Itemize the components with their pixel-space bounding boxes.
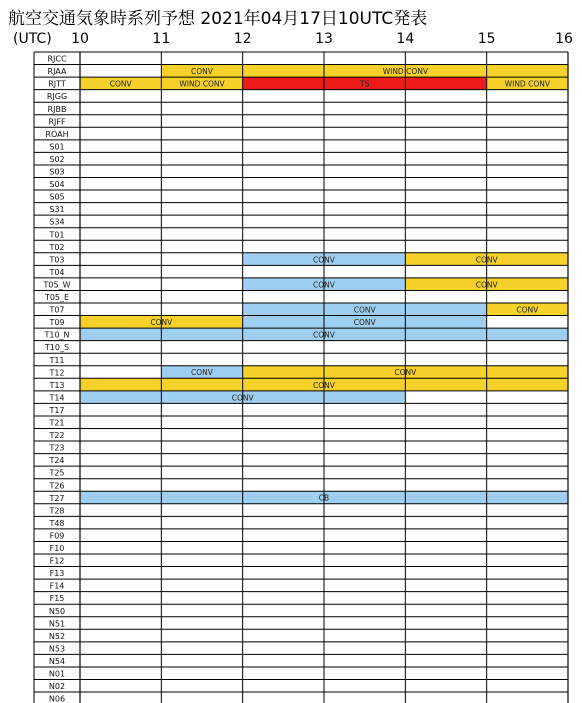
- hour-tick-label: 11: [152, 31, 171, 47]
- hour-tick-label: 15: [477, 31, 496, 47]
- row-label: T24: [49, 456, 65, 466]
- event-label: CONV: [191, 67, 213, 77]
- row-label: RJBB: [47, 104, 67, 114]
- event-label: CONV: [353, 318, 376, 328]
- row-label: T23: [49, 443, 65, 453]
- event-label: CONV: [313, 380, 335, 390]
- row-label: T04: [49, 267, 65, 277]
- row-label: T09: [49, 318, 65, 328]
- row-label: T27: [49, 493, 65, 503]
- row-label: N52: [48, 631, 66, 641]
- row-label: RJAA: [47, 67, 67, 77]
- event-label: CONV: [475, 280, 498, 290]
- event-label: CONV: [191, 368, 213, 378]
- row-label: T10_N: [44, 330, 70, 340]
- hour-tick-label: 12: [233, 31, 252, 47]
- row-label: N51: [48, 619, 66, 629]
- row-label: T28: [49, 506, 65, 516]
- hour-tick-label: 13: [315, 31, 333, 47]
- row-label: F14: [49, 581, 65, 591]
- event-label: CONV: [313, 280, 335, 290]
- row-label: N54: [48, 656, 66, 666]
- row-label: RJTT: [48, 79, 66, 89]
- row-label: S02: [49, 154, 65, 164]
- row-label: F12: [49, 556, 65, 566]
- row-label: S05: [49, 192, 65, 202]
- row-label: S01: [49, 142, 65, 152]
- row-label: N02: [48, 682, 66, 692]
- row-label: T12: [49, 368, 65, 378]
- event-label: CONV: [109, 79, 132, 89]
- row-label: F10: [49, 544, 65, 554]
- event-label: CONV: [231, 393, 254, 403]
- row-label: S03: [49, 167, 65, 177]
- row-label: N53: [48, 644, 66, 654]
- event-label: WIND CONV: [179, 79, 225, 89]
- event-label: WIND CONV: [382, 67, 428, 77]
- row-label: F09: [49, 531, 65, 541]
- event-label: CONV: [150, 318, 173, 328]
- row-label: T05_E: [44, 293, 70, 303]
- row-label: S04: [49, 180, 65, 190]
- hour-tick-label: 16: [555, 31, 573, 47]
- event-label: WIND CONV: [504, 79, 550, 89]
- row-label: F15: [49, 594, 65, 604]
- row-label: ROAH: [45, 129, 69, 139]
- row-label: T01: [49, 230, 65, 240]
- row-label: T07: [49, 305, 65, 315]
- row-label: T02: [49, 242, 65, 252]
- row-label: N50: [48, 606, 66, 616]
- event-label: CONV: [353, 305, 376, 315]
- row-label: RJFF: [48, 117, 66, 127]
- row-label: T22: [49, 431, 65, 441]
- row-label: T10_S: [44, 343, 70, 353]
- row-label: T13: [49, 380, 65, 390]
- hour-tick-label: 10: [71, 31, 89, 47]
- event-label: CONV: [394, 368, 417, 378]
- row-label: T21: [49, 418, 65, 428]
- row-label: RJCC: [47, 54, 67, 64]
- row-label: T11: [49, 355, 65, 365]
- event-label: CONV: [313, 255, 335, 265]
- event-label: CB: [318, 493, 330, 503]
- row-label: T17: [49, 405, 65, 415]
- row-label: T03: [49, 255, 65, 265]
- event-label: CONV: [475, 255, 498, 265]
- row-label: F13: [49, 569, 65, 579]
- row-label: T25: [49, 468, 65, 478]
- event-label: CONV: [313, 330, 335, 340]
- row-label: T14: [49, 393, 65, 403]
- event-label: CONV: [516, 305, 539, 315]
- axis-unit-label: (UTC): [13, 31, 52, 47]
- row-label: S31: [49, 205, 65, 215]
- row-label: T26: [49, 481, 65, 491]
- hour-tick-label: 14: [396, 31, 415, 47]
- row-label: N01: [48, 669, 66, 679]
- row-label: T05_W: [43, 280, 71, 290]
- row-label: N06: [48, 694, 66, 703]
- row-label: S34: [49, 217, 65, 227]
- row-label: RJGG: [46, 92, 68, 102]
- event-label: TS: [359, 79, 370, 89]
- row-label: T48: [49, 518, 65, 528]
- page-title: 航空交通気象時系列予想 2021年04月17日10UTC発表: [8, 9, 428, 29]
